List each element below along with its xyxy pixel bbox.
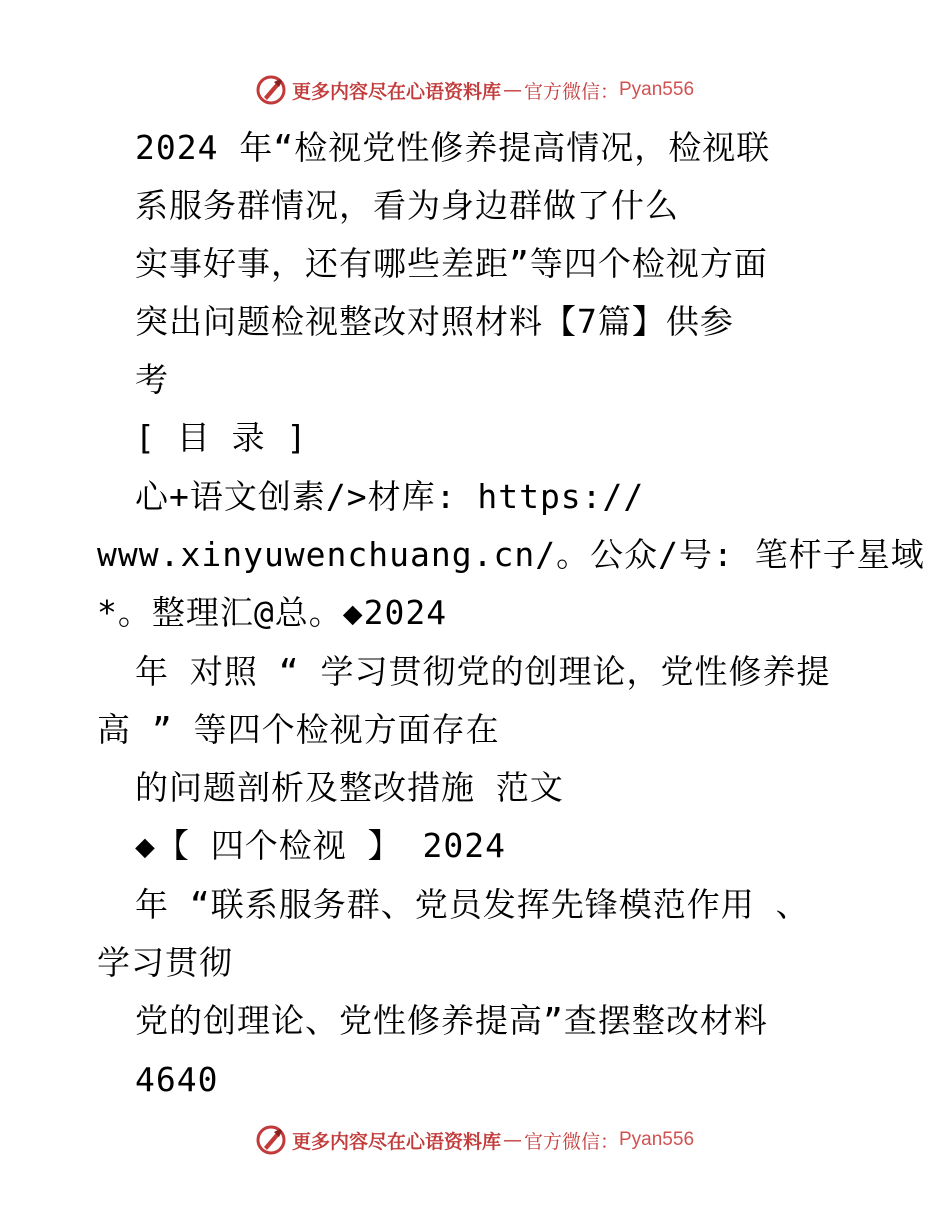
body-line-10: 党的创理论、党性修养提高”查摆整改材料 (135, 1001, 768, 1040)
footer-watermark-banner (0, 1120, 950, 1160)
body-line-7: ◆【 四个检视 】 2024 (135, 826, 506, 865)
body-line-11: 4640 (135, 1060, 219, 1099)
title-line-1: 2024 年“检视党性修养提高情况，检视联 (135, 128, 771, 167)
title-line-3: 实事好事，还有哪些差距”等四个检视方面 (135, 244, 768, 283)
body-line-1: 心+语文创素/>材库: https:// (135, 477, 645, 516)
body-line-9: 学习贯彻 (97, 943, 233, 982)
banner-dash: — (502, 1129, 522, 1151)
banner-wechat-id: Pyan556 (619, 1129, 695, 1150)
banner-wechat-label: 官方微信： (523, 1130, 619, 1153)
banner-wechat-label: 官方微信： (523, 80, 619, 103)
body-line-2: www.xinyuwenchuang.cn/。公众/号: 笔杆子星域 (97, 535, 925, 574)
banner-text: 更多内容尽在心语资料库 (291, 80, 501, 103)
body-line-6: 的问题剖析及整改措施 范文 (135, 768, 564, 807)
banner-wechat-id: Pyan556 (619, 79, 695, 100)
banner-text: 更多内容尽在心语资料库 (291, 1130, 501, 1153)
toc-heading: [ 目 录 ] (135, 418, 308, 457)
body-line-4: 年 对照 “ 学习贯彻党的创理论，党性修养提 (135, 652, 831, 691)
banner-dash: — (502, 79, 522, 101)
title-line-4: 突出问题检视整改对照材料【7篇】供参 (135, 302, 734, 341)
title-line-5: 考 (135, 360, 169, 399)
body-line-8: 年 “联系服务群、党员发挥先锋模范作用 、 (135, 885, 810, 924)
body-line-3: *。整理汇@总。◆2024 (97, 593, 448, 632)
title-line-2: 系服务群情况，看为身边群做了什么 (135, 186, 679, 225)
body-line-5: 高 ” 等四个检视方面存在 (97, 710, 500, 749)
pen-logo-icon (256, 1125, 286, 1155)
